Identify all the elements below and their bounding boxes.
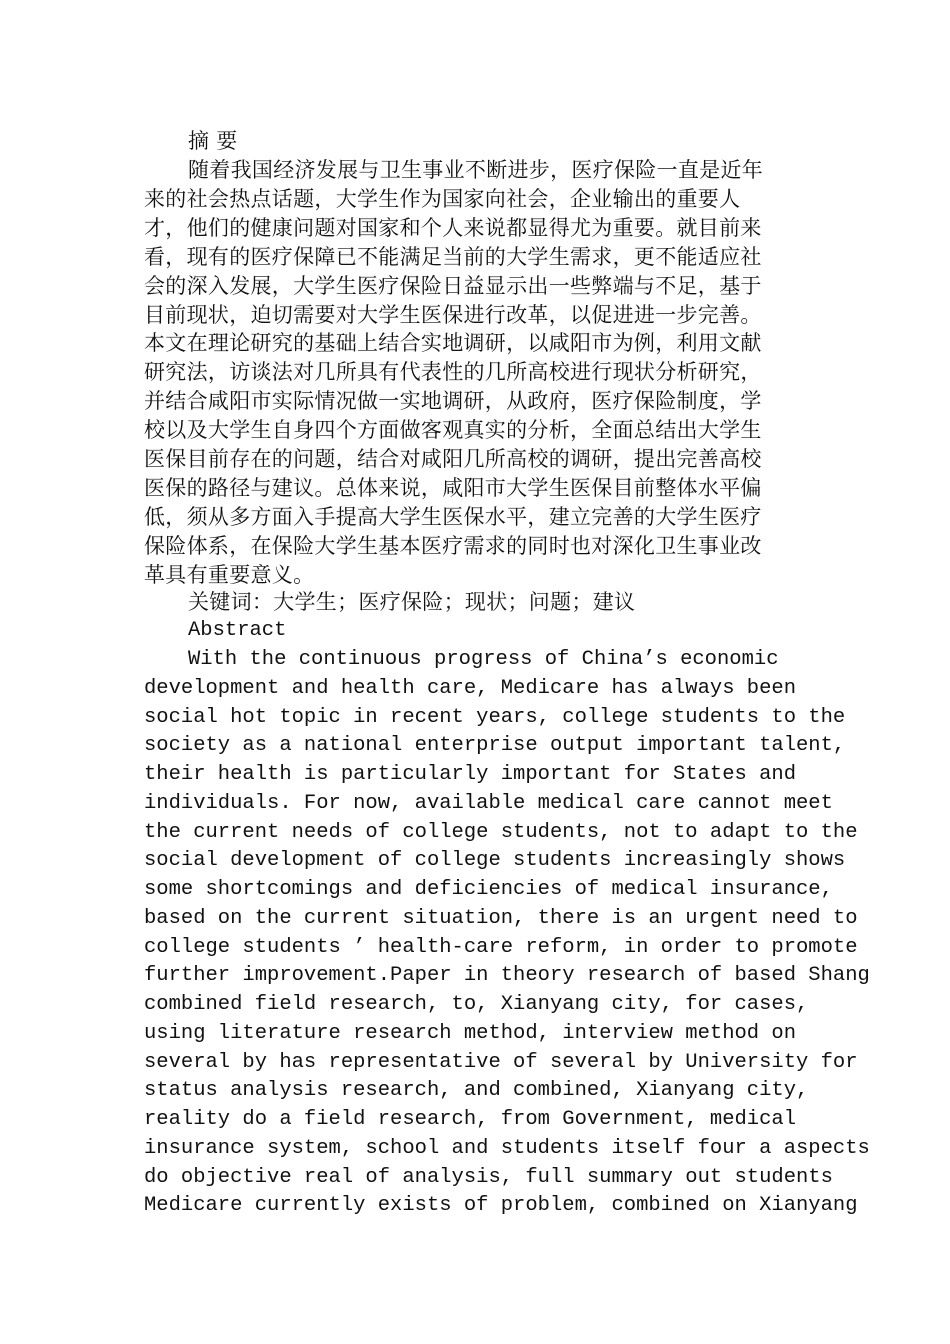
- abstract-zh-line: 并结合咸阳市实际情况做一实地调研，从政府，医疗保险制度，学: [144, 389, 762, 414]
- abstract-en-line: their health is particularly important for States and: [144, 763, 797, 786]
- abstract-zh-line: 随着我国经济发展与卫生事业不断进步，医疗保险一直是近年: [188, 158, 764, 182]
- abstract-en-line: several by has representative of several by University for: [144, 1050, 858, 1074]
- abstract-zh-line: 研究法，访谈法对几所具有代表性的几所高校进行现状分析研究，: [144, 360, 762, 385]
- abstract-en-line: With the continuous progress of China’s economic: [188, 648, 779, 671]
- keywords-zh: [144, 588, 804, 617]
- abstract-en-line: using literature research method, interview method on: [144, 1021, 797, 1045]
- abstract-en-line: the current needs of college students, not to adapt to the: [144, 820, 858, 844]
- abstract-heading-en: [144, 617, 814, 646]
- abstract-zh-line: 低，须从多方面入手提高大学生医保水平，建立完善的大学生医疗: [144, 504, 762, 529]
- abstract-body-en: [144, 646, 870, 1221]
- abstract-en-line: status analysis research, and combined, Xianyang city,: [144, 1079, 809, 1103]
- abstract-en-line: social hot topic in recent years, college students to the: [144, 705, 846, 729]
- abstract-zh-line: 看，现有的医疗保障已不能满足当前的大学生需求，更不能适应社: [144, 244, 762, 269]
- abstract-en-line: reality do a field research, from Government, medical: [144, 1108, 797, 1131]
- abstract-en-line: development and health care, Medicare has always been: [144, 676, 797, 700]
- abstract-heading-zh-text: 摘 要: [188, 129, 238, 153]
- abstract-en-line: combined field research, to, Xianyang city, for cases,: [144, 993, 809, 1016]
- abstract-body-zh: [144, 156, 804, 590]
- abstract-zh-line: 革具有重要意义。: [144, 562, 315, 587]
- keywords-zh-text: 关键词：大学生；医疗保险；现状；问题；建议: [188, 590, 636, 614]
- abstract-heading-en-text: Abstract: [188, 619, 287, 642]
- abstract-en-line: some shortcomings and deficiencies of medical insurance,: [144, 878, 833, 901]
- abstract-zh-line: 会的深入发展，大学生医疗保险日益显示出一些弊端与不足，基于: [144, 273, 762, 298]
- abstract-zh-line: 才，他们的健康问题对国家和个人来说都显得尤为重要。就目前来: [144, 215, 762, 240]
- abstract-en-line: insurance system, school and students itself four a aspects: [144, 1136, 870, 1160]
- abstract-en-line: individuals. For now, available medical care cannot meet: [144, 791, 833, 815]
- abstract-en-line: society as a national enterprise output important talent,: [144, 734, 846, 758]
- abstract-en-line: based on the current situation, there is an urgent need to: [144, 906, 858, 930]
- abstract-en-line: Medicare currently exists of problem, combined on Xianyang: [144, 1194, 858, 1218]
- abstract-zh-line: 医保的路径与建议。总体来说，咸阳市大学生医保目前整体水平偏: [144, 475, 762, 500]
- abstract-en-line: social development of college students increasingly shows: [144, 849, 846, 873]
- abstract-en-line: do objective real of analysis, full summary out students: [144, 1165, 833, 1189]
- abstract-zh-line: 目前现状，迫切需要对大学生医保进行改革，以促进进一步完善。: [144, 302, 762, 327]
- abstract-zh-line: 医保目前存在的问题，结合对咸阳几所高校的调研，提出完善高校: [144, 447, 762, 472]
- abstract-heading-zh: [144, 127, 804, 156]
- abstract-zh-line: 校以及大学生自身四个方面做客观真实的分析，全面总结出大学生: [144, 418, 762, 443]
- abstract-en-line: college students ’ health-care reform, in order to promote: [144, 935, 858, 959]
- abstract-zh-line: 保险体系，在保险大学生基本医疗需求的同时也对深化卫生事业改: [144, 533, 762, 558]
- abstract-zh-line: 本文在理论研究的基础上结合实地调研，以咸阳市为例，利用文献: [144, 331, 762, 356]
- abstract-en-line: further improvement.Paper in theory research of based Shang: [144, 964, 870, 988]
- abstract-zh-line: 来的社会热点话题，大学生作为国家向社会，企业输出的重要人: [144, 186, 741, 211]
